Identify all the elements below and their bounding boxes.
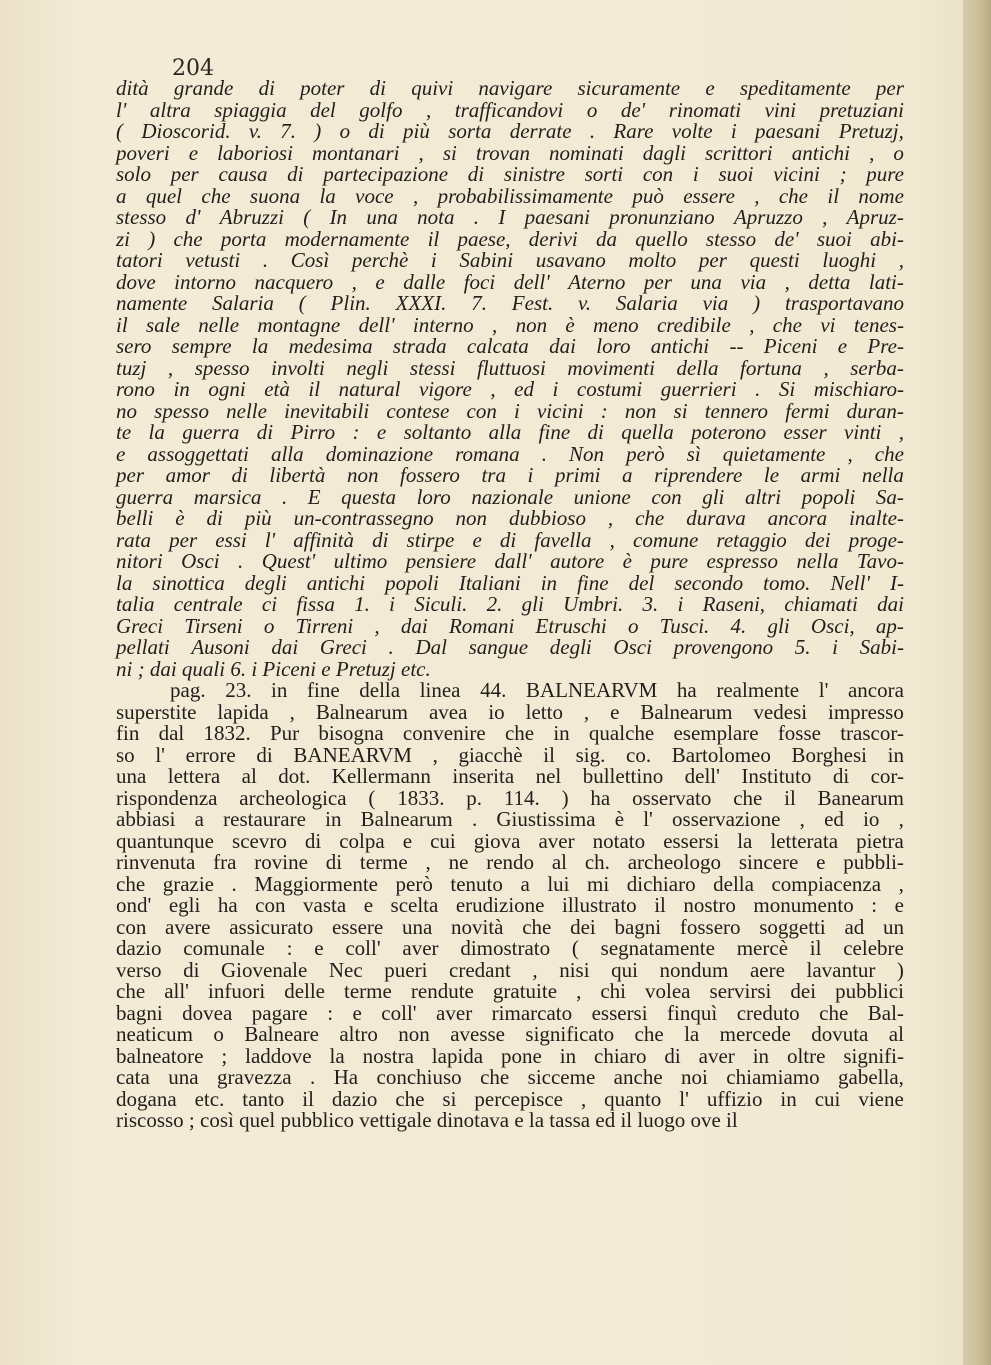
text-line: Greci Tirseni o Tirreni , dai Romani Etruschi o Tusci. 4. gli Osci, ap- — [116, 613, 904, 638]
text-line: abbiasi a restaurare in Balnearum . Giustissima è l' osservazione , ed io , — [116, 807, 904, 831]
text-line: cata una gravezza . Ha conchiuso che sicceme anche noi chiamiamo gabella, — [116, 1065, 904, 1089]
body-text — [116, 78, 904, 1132]
text-line: quantunque scevro di colpa e cui giova aver notato essersi la letterata pietra — [116, 828, 904, 853]
text-line: che all' infuori delle terme rendute gratuite , chi volea servirsi dei pubblici — [116, 979, 904, 1003]
text-line: belli è di più un-contrassegno non dubbioso , che durava ancora inalte- — [116, 506, 904, 530]
text-line: rono in ogni età il natural vigore , ed i costumi guerrieri . Si mischiaro- — [116, 377, 904, 401]
text-line: dove intorno nacquero , e dalle foci dell' Aterno per una via , detta lati- — [116, 269, 904, 294]
text-line: ni ; dai quali 6. i Piceni e Pretuzj etc. — [116, 656, 431, 681]
text-line: riscosso ; così quel pubblico vettigale dinotava e la tassa ed il luogo ove il — [116, 1108, 738, 1132]
text-line: il sale nelle montagne dell' interno , non è meno credibile , che vi tenes- — [116, 312, 904, 337]
text-line: stesso d' Abruzzi ( In una nota . I paesani pronunziano Apruzzo , Apruz- — [116, 205, 904, 229]
text-line: rata per essi l' affinità di stirpe e di favella , comune retaggio dei proge- — [116, 527, 904, 552]
text-line: zi ) che porta modernamente il paese, derivi da quello stesso de' suoi abi- — [116, 226, 904, 251]
text-line: solo per causa di partecipazione di sinistre sorti con i suoi vicini ; pure — [116, 162, 904, 186]
text-line: balneatore ; laddove la nostra lapida pone in chiaro di aver in oltre signifi- — [116, 1043, 904, 1068]
text-line: verso di Giovenale Nec pueri credant , nisi qui nondum aere lavantur ) — [116, 957, 904, 982]
text-line: tatori vetusti . Così perchè i Sabini usavano molto per questi luoghi , — [116, 248, 904, 272]
text-line: ( Dioscorid. v. 7. ) o di più sorta derrate . Rare volte i paesani Pretuzj, — [116, 119, 904, 143]
text-line: fin dal 1832. Pur bisogna convenire che in qualche esemplare fosse trascor- — [116, 721, 904, 745]
text-line: a quel che suona la voce , probabilissimamente può essere , che il nome — [116, 183, 904, 208]
text-line: ond' egli ha con vasta e scelta erudizione illustrato il nostro monumento : e — [116, 893, 904, 917]
text-line: bagni dovea pagare : e coll' aver rimarcato essersi finquì creduto che Bal- — [116, 1000, 904, 1025]
text-line: no spesso nelle inevitabili contese con i vicini : non si tennero fermi duran- — [116, 398, 904, 423]
text-line: e assoggettati alla dominazione romana . Non però sì quietamente , che — [116, 441, 904, 466]
text-line: dità grande di poter di quivi navigare sicuramente e speditamente per — [116, 76, 904, 100]
text-line: pag. 23. in fine della linea 44. BALNEARVM ha realmente l' ancora — [170, 678, 904, 702]
text-line: guerra marsica . E questa loro nazionale unione con gli altri popoli Sa- — [116, 484, 904, 509]
text-line: per amor di libertà non fossero tra i primi a riprendere le armi nella — [116, 463, 904, 487]
text-line: dogana etc. tanto il dazio che si percepisce , quanto l' uffizio in cui viene — [116, 1086, 904, 1111]
text-line: superstite lapida , Balnearum avea io letto , e Balnearum vedesi impresso — [116, 699, 904, 724]
text-line: poveri e laboriosi montanari , si trovan nominati dagli scrittori antichi , o — [116, 140, 904, 165]
text-line: tuzj , spesso involti negli stessi fluttuosi movimenti della fortuna , serba- — [116, 355, 904, 380]
text-line: una lettera al dot. Kellermann inserita nel bullettino dell' Instituto di cor- — [116, 764, 904, 788]
page-number: 204 — [172, 56, 214, 81]
text-line: rispondenza archeologica ( 1833. p. 114. ) ha osservato che il Banearum — [116, 785, 904, 810]
text-line: l' altra spiaggia del golfo , trafficandovi o de' rinomati vini pretuziani — [116, 97, 904, 122]
text-line: dazio comunale : e coll' aver dimostrato ( segnatamente mercè il celebre — [116, 936, 904, 960]
text-line: sero sempre la medesima strada calcata dai loro antichi -- Piceni e Pre- — [116, 334, 904, 358]
text-line: con avere assicurato essere una novità che dei bagni fossero soggetti ad un — [116, 914, 904, 939]
text-line: neaticum o Balneare altro non avesse significato che la mercede dovuta al — [116, 1022, 904, 1046]
text-line: so l' errore di BANEARVM , giacchè il sig. co. Bartolomeo Borghesi in — [116, 742, 904, 767]
text-line: namente Salaria ( Plin. XXXI. 7. Fest. v. Salaria via ) trasportavano — [116, 291, 904, 315]
text-line: talia centrale ci fissa 1. i Siculi. 2. gli Umbri. 3. i Raseni, chiamati dai — [116, 592, 904, 616]
text-line: la sinottica degli antichi popoli Italiani in fine del secondo tomo. Nell' I- — [116, 570, 904, 595]
text-line: te la guerra di Pirro : e soltanto alla fine di quella poterono esser vinti , — [116, 420, 904, 444]
text-line: pellati Ausoni dai Greci . Dal sangue degli Osci provengono 5. i Sabi- — [116, 635, 904, 659]
page-gutter — [963, 0, 991, 1365]
text-line: rinvenuta fra rovine di terme , ne rendo al ch. archeologo sincere e pubbli- — [116, 850, 904, 874]
text-line: che grazie . Maggiormente però tenuto a lui mi dichiaro della compiacenza , — [116, 871, 904, 896]
text-line: nitori Osci . Quest' ultimo pensiere dall' autore è pure espresso nella Tavo- — [116, 549, 904, 573]
